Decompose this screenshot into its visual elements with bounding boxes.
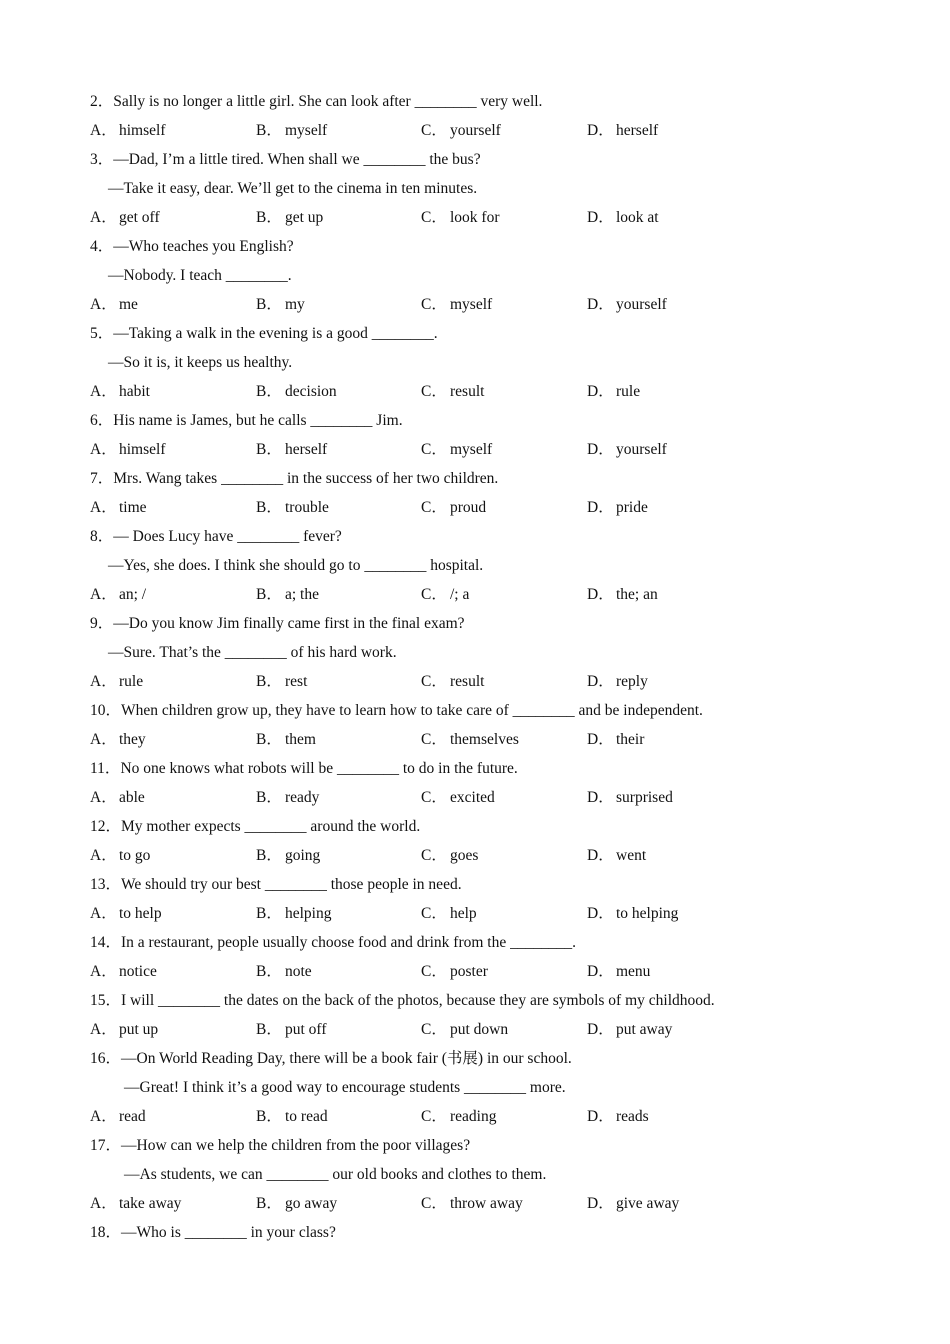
option-text: to go bbox=[119, 847, 151, 864]
option-text: give away bbox=[616, 1195, 680, 1212]
answer-option-b[interactable] bbox=[256, 203, 323, 232]
option-text: /; a bbox=[450, 586, 470, 603]
option-text: poster bbox=[450, 963, 488, 980]
option-letter: B． bbox=[256, 847, 282, 864]
option-text: reply bbox=[616, 673, 648, 690]
answer-option-b[interactable] bbox=[256, 116, 327, 145]
option-letter: D． bbox=[587, 731, 614, 748]
question-item bbox=[90, 1044, 890, 1131]
option-text: rest bbox=[285, 673, 308, 690]
option-letter: A． bbox=[90, 296, 117, 313]
answer-option-a[interactable] bbox=[90, 290, 138, 319]
option-text: trouble bbox=[285, 499, 329, 516]
answer-option-b[interactable] bbox=[256, 667, 307, 696]
option-text: help bbox=[450, 905, 477, 922]
answer-option-a[interactable] bbox=[90, 116, 166, 145]
question-stem bbox=[90, 1131, 890, 1160]
answer-option-c[interactable] bbox=[421, 435, 492, 464]
question-text: —So it is, it keeps us healthy. bbox=[108, 354, 293, 371]
option-letter: B． bbox=[256, 383, 282, 400]
answer-option-a[interactable] bbox=[90, 841, 150, 870]
question-dialogue-line bbox=[90, 174, 890, 203]
answer-option-c[interactable] bbox=[421, 580, 469, 609]
answer-options bbox=[90, 783, 890, 812]
answer-option-b[interactable] bbox=[256, 1102, 328, 1131]
question-item bbox=[90, 87, 890, 145]
answer-option-b[interactable] bbox=[256, 435, 327, 464]
question-item bbox=[90, 1218, 890, 1247]
option-text: yourself bbox=[616, 296, 667, 313]
question-stem bbox=[90, 464, 890, 493]
option-text: helping bbox=[285, 905, 332, 922]
option-letter: C． bbox=[421, 122, 447, 139]
option-letter: D． bbox=[587, 441, 614, 458]
answer-option-c[interactable] bbox=[421, 1189, 523, 1218]
answer-option-d[interactable] bbox=[587, 290, 667, 319]
question-stem bbox=[90, 145, 890, 174]
option-text: ready bbox=[285, 789, 320, 806]
answer-option-a[interactable] bbox=[90, 493, 147, 522]
option-text: go away bbox=[285, 1195, 338, 1212]
question-text: —On World Reading Day, there will be a book fair (书展) in our school. bbox=[121, 1050, 572, 1067]
question-stem bbox=[90, 1218, 890, 1247]
question-text: No one knows what robots will be ________ to do in the future. bbox=[120, 760, 518, 777]
option-text: reads bbox=[616, 1108, 649, 1125]
answer-option-d[interactable] bbox=[587, 580, 658, 609]
question-number: 18． bbox=[90, 1224, 122, 1241]
option-letter: C． bbox=[421, 1021, 447, 1038]
answer-option-c[interactable] bbox=[421, 290, 492, 319]
question-text: In a restaurant, people usually choose food and drink from the ________. bbox=[121, 934, 576, 951]
question-number: 15． bbox=[90, 992, 122, 1009]
question-text: I will ________ the dates on the back of the photos, because they are symbols of my childhood. bbox=[121, 992, 715, 1009]
answer-option-a[interactable] bbox=[90, 725, 146, 754]
answer-option-a[interactable] bbox=[90, 667, 143, 696]
question-stem bbox=[90, 870, 890, 899]
question-stem bbox=[90, 522, 890, 551]
option-text: herself bbox=[616, 122, 659, 139]
answer-option-c[interactable] bbox=[421, 783, 495, 812]
question-number: 4． bbox=[90, 238, 114, 255]
question-item bbox=[90, 754, 890, 812]
option-letter: B． bbox=[256, 905, 282, 922]
option-letter: C． bbox=[421, 383, 447, 400]
question-stem bbox=[90, 232, 890, 261]
answer-option-c[interactable] bbox=[421, 1102, 496, 1131]
option-text: menu bbox=[616, 963, 651, 980]
option-letter: C． bbox=[421, 499, 447, 516]
option-text: look for bbox=[450, 209, 500, 226]
answer-option-b[interactable] bbox=[256, 377, 337, 406]
option-letter: B． bbox=[256, 586, 282, 603]
option-text: my bbox=[285, 296, 305, 313]
question-item bbox=[90, 522, 890, 609]
option-text: put away bbox=[616, 1021, 673, 1038]
option-text: myself bbox=[450, 296, 493, 313]
option-letter: A． bbox=[90, 673, 117, 690]
answer-options bbox=[90, 667, 890, 696]
question-dialogue-line bbox=[90, 261, 890, 290]
option-text: note bbox=[285, 963, 312, 980]
option-text: they bbox=[119, 731, 146, 748]
option-letter: A． bbox=[90, 1108, 117, 1125]
answer-options bbox=[90, 435, 890, 464]
option-letter: C． bbox=[421, 586, 447, 603]
answer-option-d[interactable] bbox=[587, 1102, 649, 1131]
option-letter: D． bbox=[587, 1108, 614, 1125]
answer-option-c[interactable] bbox=[421, 957, 488, 986]
answer-option-d[interactable] bbox=[587, 493, 648, 522]
option-letter: D． bbox=[587, 296, 614, 313]
answer-option-c[interactable] bbox=[421, 899, 477, 928]
option-letter: B． bbox=[256, 1108, 282, 1125]
option-letter: C． bbox=[421, 789, 447, 806]
question-number: 8． bbox=[90, 528, 114, 545]
question-dialogue-line bbox=[90, 348, 890, 377]
option-text: to read bbox=[285, 1108, 328, 1125]
question-text: —Yes, she does. I think she should go to ________ hospital. bbox=[108, 557, 484, 574]
answer-option-d[interactable] bbox=[587, 377, 640, 406]
option-letter: B． bbox=[256, 1021, 282, 1038]
question-item bbox=[90, 464, 890, 522]
answer-options bbox=[90, 290, 890, 319]
question-dialogue-line bbox=[90, 638, 890, 667]
option-text: look at bbox=[616, 209, 659, 226]
option-letter: D． bbox=[587, 847, 614, 864]
question-item bbox=[90, 232, 890, 319]
question-dialogue-line bbox=[90, 1073, 890, 1102]
answer-option-a[interactable] bbox=[90, 899, 162, 928]
option-text: able bbox=[119, 789, 145, 806]
question-stem bbox=[90, 406, 890, 435]
question-text: —Sure. That’s the ________ of his hard work. bbox=[108, 644, 397, 661]
answer-option-d[interactable] bbox=[587, 1189, 679, 1218]
question-item bbox=[90, 812, 890, 870]
answer-option-d[interactable] bbox=[587, 725, 644, 754]
answer-options bbox=[90, 580, 890, 609]
answer-option-b[interactable] bbox=[256, 1189, 337, 1218]
option-text: rule bbox=[119, 673, 144, 690]
option-letter: B． bbox=[256, 122, 282, 139]
option-text: pride bbox=[616, 499, 648, 516]
question-item bbox=[90, 986, 890, 1044]
answer-options bbox=[90, 493, 890, 522]
option-letter: D． bbox=[587, 383, 614, 400]
option-text: habit bbox=[119, 383, 150, 400]
option-letter: D． bbox=[587, 673, 614, 690]
answer-option-d[interactable] bbox=[587, 667, 648, 696]
option-letter: D． bbox=[587, 963, 614, 980]
option-letter: D． bbox=[587, 122, 614, 139]
answer-option-b[interactable] bbox=[256, 493, 329, 522]
question-stem bbox=[90, 928, 890, 957]
option-text: to helping bbox=[616, 905, 679, 922]
question-stem bbox=[90, 812, 890, 841]
question-text: —How can we help the children from the poor villages? bbox=[121, 1137, 471, 1154]
answer-option-c[interactable] bbox=[421, 1015, 508, 1044]
option-text: time bbox=[119, 499, 147, 516]
answer-option-c[interactable] bbox=[421, 841, 478, 870]
question-item bbox=[90, 1131, 890, 1218]
option-letter: B． bbox=[256, 731, 282, 748]
question-number: 14． bbox=[90, 934, 122, 951]
question-text: Sally is no longer a little girl. She can look after ________ very well. bbox=[113, 93, 543, 110]
question-number: 12． bbox=[90, 818, 122, 835]
option-text: result bbox=[450, 673, 485, 690]
option-letter: C． bbox=[421, 1108, 447, 1125]
option-letter: A． bbox=[90, 441, 117, 458]
answer-options bbox=[90, 957, 890, 986]
answer-option-c[interactable] bbox=[421, 116, 501, 145]
option-letter: B． bbox=[256, 673, 282, 690]
answer-option-c[interactable] bbox=[421, 667, 484, 696]
option-letter: A． bbox=[90, 586, 117, 603]
option-letter: C． bbox=[421, 296, 447, 313]
answer-option-a[interactable] bbox=[90, 435, 166, 464]
answer-option-a[interactable] bbox=[90, 1015, 158, 1044]
answer-option-b[interactable] bbox=[256, 580, 319, 609]
option-text: get up bbox=[285, 209, 324, 226]
answer-option-c[interactable] bbox=[421, 377, 484, 406]
question-text: — Does Lucy have ________ fever? bbox=[113, 528, 342, 545]
question-text: —Who teaches you English? bbox=[113, 238, 294, 255]
answer-options bbox=[90, 725, 890, 754]
question-dialogue-line bbox=[90, 1160, 890, 1189]
answer-option-d[interactable] bbox=[587, 1015, 672, 1044]
option-letter: C． bbox=[421, 673, 447, 690]
answer-option-a[interactable] bbox=[90, 957, 157, 986]
option-letter: A． bbox=[90, 122, 117, 139]
option-letter: B． bbox=[256, 441, 282, 458]
question-text: My mother expects ________ around the world. bbox=[121, 818, 421, 835]
answer-options bbox=[90, 1102, 890, 1131]
question-text: —Dad, I’m a little tired. When shall we ________ the bus? bbox=[113, 151, 481, 168]
option-letter: A． bbox=[90, 499, 117, 516]
answer-options bbox=[90, 203, 890, 232]
option-text: me bbox=[119, 296, 138, 313]
answer-option-a[interactable] bbox=[90, 783, 145, 812]
question-number: 16． bbox=[90, 1050, 122, 1067]
question-number: 7． bbox=[90, 470, 114, 487]
question-text: —Do you know Jim finally came first in the final exam? bbox=[113, 615, 465, 632]
option-letter: D． bbox=[587, 586, 614, 603]
option-letter: D． bbox=[587, 905, 614, 922]
option-text: decision bbox=[285, 383, 337, 400]
option-letter: A． bbox=[90, 209, 117, 226]
option-letter: B． bbox=[256, 789, 282, 806]
answer-option-d[interactable] bbox=[587, 116, 658, 145]
question-text: —As students, we can ________ our old books and clothes to them. bbox=[124, 1166, 547, 1183]
option-text: notice bbox=[119, 963, 157, 980]
question-item bbox=[90, 609, 890, 696]
question-item bbox=[90, 928, 890, 986]
answer-options bbox=[90, 899, 890, 928]
answer-option-b[interactable] bbox=[256, 899, 332, 928]
question-item bbox=[90, 870, 890, 928]
option-letter: C． bbox=[421, 847, 447, 864]
option-text: going bbox=[285, 847, 321, 864]
answer-option-d[interactable] bbox=[587, 957, 650, 986]
option-letter: C． bbox=[421, 963, 447, 980]
question-item bbox=[90, 696, 890, 754]
option-text: take away bbox=[119, 1195, 182, 1212]
question-number: 5． bbox=[90, 325, 114, 342]
question-item bbox=[90, 319, 890, 406]
option-text: themselves bbox=[450, 731, 519, 748]
question-dialogue-line bbox=[90, 551, 890, 580]
question-number: 17． bbox=[90, 1137, 122, 1154]
option-letter: B． bbox=[256, 499, 282, 516]
question-number: 9． bbox=[90, 615, 114, 632]
option-letter: D． bbox=[587, 1021, 614, 1038]
answer-option-b[interactable] bbox=[256, 783, 319, 812]
option-letter: A． bbox=[90, 847, 117, 864]
question-stem bbox=[90, 754, 890, 783]
answer-option-b[interactable] bbox=[256, 841, 320, 870]
question-stem bbox=[90, 87, 890, 116]
answer-option-a[interactable] bbox=[90, 1189, 181, 1218]
option-text: result bbox=[450, 383, 485, 400]
answer-option-c[interactable] bbox=[421, 725, 519, 754]
option-text: read bbox=[119, 1108, 146, 1125]
answer-options bbox=[90, 1189, 890, 1218]
option-text: their bbox=[616, 731, 645, 748]
option-letter: D． bbox=[587, 499, 614, 516]
option-letter: C． bbox=[421, 441, 447, 458]
option-letter: B． bbox=[256, 963, 282, 980]
option-letter: C． bbox=[421, 905, 447, 922]
answer-option-b[interactable] bbox=[256, 725, 316, 754]
question-number: 6． bbox=[90, 412, 114, 429]
option-text: get off bbox=[119, 209, 160, 226]
answer-options bbox=[90, 841, 890, 870]
option-text: myself bbox=[285, 122, 328, 139]
answer-option-d[interactable] bbox=[587, 435, 667, 464]
option-text: myself bbox=[450, 441, 493, 458]
question-number: 11． bbox=[90, 760, 121, 777]
question-list bbox=[90, 87, 890, 1247]
question-text: When children grow up, they have to learn how to take care of ________ and be independent. bbox=[121, 702, 703, 719]
option-letter: A． bbox=[90, 383, 117, 400]
answer-options bbox=[90, 377, 890, 406]
question-item bbox=[90, 406, 890, 464]
option-letter: A． bbox=[90, 963, 117, 980]
option-text: went bbox=[616, 847, 647, 864]
question-text: Mrs. Wang takes ________ in the success of her two children. bbox=[113, 470, 499, 487]
question-text: His name is James, but he calls ________ Jim. bbox=[113, 412, 403, 429]
question-stem bbox=[90, 319, 890, 348]
option-letter: D． bbox=[587, 789, 614, 806]
option-text: proud bbox=[450, 499, 487, 516]
answer-option-c[interactable] bbox=[421, 493, 486, 522]
answer-option-d[interactable] bbox=[587, 899, 678, 928]
question-number: 10． bbox=[90, 702, 122, 719]
option-text: herself bbox=[285, 441, 328, 458]
question-stem bbox=[90, 986, 890, 1015]
answer-option-d[interactable] bbox=[587, 203, 659, 232]
question-number: 13． bbox=[90, 876, 122, 893]
answer-option-b[interactable] bbox=[256, 290, 305, 319]
option-text: surprised bbox=[616, 789, 673, 806]
option-text: excited bbox=[450, 789, 495, 806]
option-text: throw away bbox=[450, 1195, 523, 1212]
option-letter: A． bbox=[90, 905, 117, 922]
answer-option-a[interactable] bbox=[90, 580, 146, 609]
question-number: 2． bbox=[90, 93, 114, 110]
option-letter: A． bbox=[90, 789, 117, 806]
answer-option-b[interactable] bbox=[256, 957, 312, 986]
option-letter: C． bbox=[421, 731, 447, 748]
option-letter: B． bbox=[256, 296, 282, 313]
answer-option-d[interactable] bbox=[587, 841, 646, 870]
question-number: 3． bbox=[90, 151, 114, 168]
option-text: put up bbox=[119, 1021, 159, 1038]
option-letter: B． bbox=[256, 1195, 282, 1212]
option-text: yourself bbox=[616, 441, 667, 458]
question-text: —Taking a walk in the evening is a good ________. bbox=[113, 325, 438, 342]
option-text: rule bbox=[616, 383, 641, 400]
option-text: put down bbox=[450, 1021, 509, 1038]
option-letter: C． bbox=[421, 1195, 447, 1212]
question-text: —Who is ________ in your class? bbox=[121, 1224, 336, 1241]
question-text: —Great! I think it’s a good way to encourage students ________ more. bbox=[124, 1079, 566, 1096]
option-text: goes bbox=[450, 847, 479, 864]
option-text: a; the bbox=[285, 586, 319, 603]
answer-option-d[interactable] bbox=[587, 783, 673, 812]
answer-options bbox=[90, 1015, 890, 1044]
answer-option-a[interactable] bbox=[90, 203, 160, 232]
option-letter: D． bbox=[587, 1195, 614, 1212]
option-letter: A． bbox=[90, 1195, 117, 1212]
option-letter: B． bbox=[256, 209, 282, 226]
question-text: —Take it easy, dear. We’ll get to the cinema in ten minutes. bbox=[108, 180, 478, 197]
option-text: reading bbox=[450, 1108, 497, 1125]
option-letter: C． bbox=[421, 209, 447, 226]
option-text: to help bbox=[119, 905, 162, 922]
answer-option-b[interactable] bbox=[256, 1015, 326, 1044]
question-item bbox=[90, 145, 890, 232]
option-text: himself bbox=[119, 441, 166, 458]
option-text: himself bbox=[119, 122, 166, 139]
option-text: put off bbox=[285, 1021, 327, 1038]
answer-option-a[interactable] bbox=[90, 1102, 146, 1131]
option-text: them bbox=[285, 731, 316, 748]
option-letter: D． bbox=[587, 209, 614, 226]
option-text: an; / bbox=[119, 586, 147, 603]
question-stem bbox=[90, 609, 890, 638]
option-text: the; an bbox=[616, 586, 658, 603]
question-text: —Nobody. I teach ________. bbox=[108, 267, 292, 284]
option-letter: A． bbox=[90, 731, 117, 748]
answer-options bbox=[90, 116, 890, 145]
option-letter: A． bbox=[90, 1021, 117, 1038]
option-text: yourself bbox=[450, 122, 501, 139]
answer-option-c[interactable] bbox=[421, 203, 500, 232]
answer-option-a[interactable] bbox=[90, 377, 150, 406]
question-stem bbox=[90, 1044, 890, 1073]
question-text: We should try our best ________ those people in need. bbox=[121, 876, 462, 893]
question-stem bbox=[90, 696, 890, 725]
